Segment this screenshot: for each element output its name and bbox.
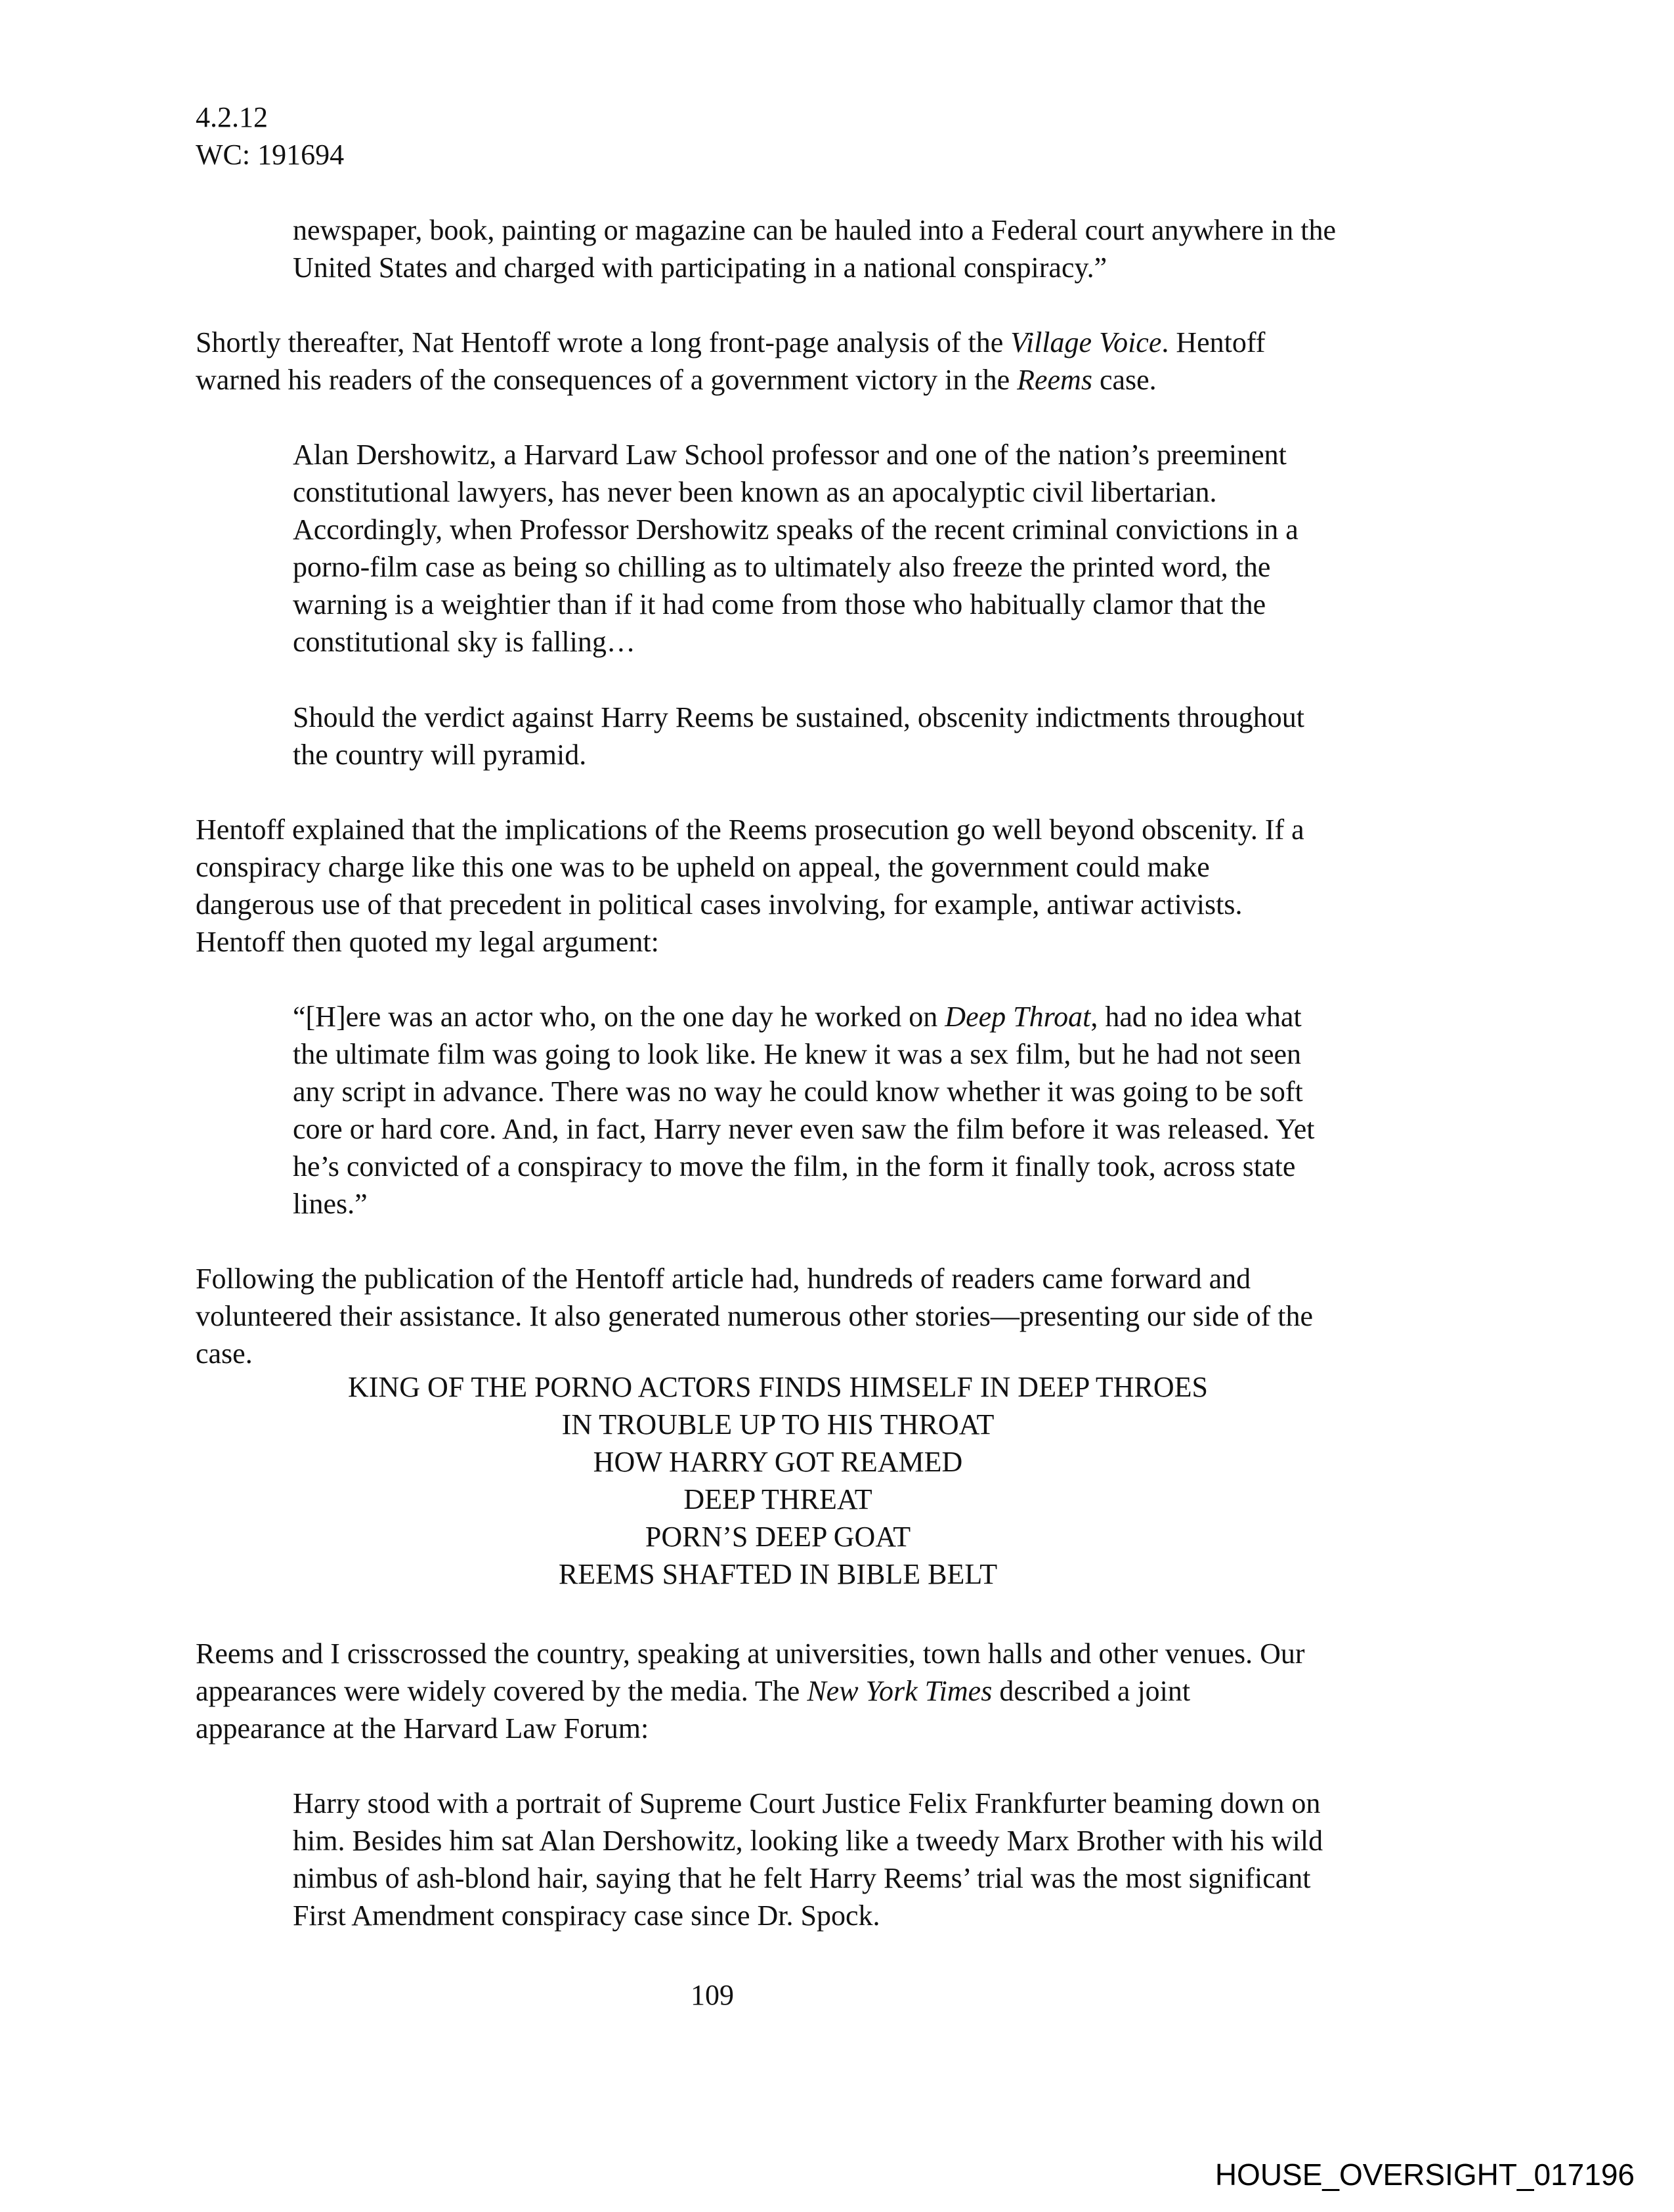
text-run: Accordingly, when Professor Dershowitz speaks of the recent criminal convictions in a xyxy=(293,513,1298,546)
text-run: “[H]ere was an actor who, on the one day he worked on xyxy=(293,1001,945,1033)
headline: REEMS SHAFTED IN BIBLE BELT xyxy=(558,1558,998,1590)
text-line xyxy=(196,361,1509,399)
headline: HOW HARRY GOT REAMED xyxy=(593,1446,963,1478)
block-quote-legal-argument xyxy=(293,998,1540,1223)
text-line xyxy=(196,811,1509,848)
text-run: Reems and I crisscrossed the country, speaking at universities, town halls and other venues. Our xyxy=(196,1637,1305,1670)
text-line xyxy=(196,1635,1509,1672)
paragraph-crisscrossed xyxy=(196,1635,1509,1747)
text-run: conspiracy charge like this one was to be upheld on appeal, the government could make xyxy=(196,851,1210,883)
text-run: volunteered their assistance. It also generated numerous other stories—presenting our side of the xyxy=(196,1300,1314,1332)
text-line xyxy=(196,1260,1509,1297)
text-line xyxy=(293,1035,1540,1073)
text-line xyxy=(196,923,1509,961)
text-run: nimbus of ash-blond hair, saying that he felt Harry Reems’ trial was the most significant xyxy=(293,1862,1311,1894)
text-line xyxy=(293,473,1540,511)
text-line xyxy=(293,1859,1540,1897)
text-line xyxy=(293,998,1540,1035)
text-run: dangerous use of that precedent in political cases involving, for example, antiwar activists. xyxy=(196,888,1243,921)
text-line xyxy=(293,736,1540,773)
text-run: case. xyxy=(196,1337,253,1370)
text-line xyxy=(293,511,1540,548)
bates-number: HOUSE_OVERSIGHT_017196 xyxy=(1214,2158,1635,2192)
text-run: Shortly thereafter, Nat Hentoff wrote a long front-page analysis of the xyxy=(196,326,1011,358)
text-run: appearances were widely covered by the media. The xyxy=(196,1675,807,1707)
paragraph-following-publication xyxy=(196,1260,1509,1372)
text-line xyxy=(196,848,1509,886)
page-header xyxy=(196,98,344,173)
text-run: First Amendment conspiracy case since Dr. Spock. xyxy=(293,1899,880,1932)
headline: KING OF THE PORNO ACTORS FINDS HIMSELF IN DEEP THROES xyxy=(348,1371,1208,1403)
text-run: the ultimate film was going to look like. He knew it was a sex film, but he had not seen xyxy=(293,1038,1302,1070)
text-line xyxy=(196,886,1509,923)
italic-title: Village Voice xyxy=(1010,326,1162,358)
text-line xyxy=(293,1148,1540,1185)
block-quote-nyt xyxy=(293,1785,1540,1934)
text-line xyxy=(293,699,1540,736)
block-quote-continuation xyxy=(293,211,1540,286)
text-run: Hentoff explained that the implications of the Reems prosecution go well beyond obscenity. If a xyxy=(196,813,1304,846)
text-run: core or hard core. And, in fact, Harry never even saw the film before it was released. Yet xyxy=(293,1113,1315,1145)
headline: IN TROUBLE UP TO HIS THROAT xyxy=(561,1408,995,1441)
text-line xyxy=(293,249,1540,286)
text-line xyxy=(293,586,1540,623)
text-run: porno-film case as being so chilling as to ultimately also freeze the printed word, the xyxy=(293,551,1271,583)
header-date: 4.2.12 xyxy=(196,101,268,133)
text-line xyxy=(293,211,1540,249)
text-run: warning is a weightier than if it had come from those who habitually clamor that the xyxy=(293,588,1266,620)
header-word-count: WC: 191694 xyxy=(196,139,345,171)
text-run: United States and charged with participating in a national conspiracy.” xyxy=(293,251,1107,284)
text-line xyxy=(196,324,1509,361)
text-run: , had no idea what xyxy=(1090,1001,1302,1033)
text-line xyxy=(293,548,1540,586)
text-run: him. Besides him sat Alan Dershowitz, looking like a tweedy Marx Brother with his wild xyxy=(293,1825,1323,1857)
text-run: warned his readers of the consequences of a government victory in the xyxy=(196,364,1018,396)
text-run: . Hentoff xyxy=(1161,326,1266,358)
text-run: lines.” xyxy=(293,1188,368,1220)
text-run: Following the publication of the Hentoff article had, hundreds of readers came forward and xyxy=(196,1263,1251,1295)
paragraph-hentoff-analysis xyxy=(196,324,1509,399)
text-line xyxy=(293,1110,1540,1148)
text-run: appearance at the Harvard Law Forum: xyxy=(196,1712,649,1745)
text-run: Alan Dershowitz, a Harvard Law School professor and one of the nation’s preeminent xyxy=(293,439,1287,471)
text-line xyxy=(293,623,1540,661)
text-run: constitutional lawyers, has never been known as an apocalyptic civil libertarian. xyxy=(293,476,1217,508)
text-run: any script in advance. There was no way he could know whether it was going to be soft xyxy=(293,1075,1303,1108)
text-line xyxy=(293,1073,1540,1110)
italic-title: Reems xyxy=(1017,364,1092,396)
text-line xyxy=(196,1335,1509,1372)
text-line xyxy=(196,1672,1509,1710)
text-run: the country will pyramid. xyxy=(293,739,587,771)
text-run: described a joint xyxy=(992,1675,1191,1707)
text-run: newspaper, book, painting or magazine can be hauled into a Federal court anywhere in the xyxy=(293,214,1336,246)
text-run: Hentoff then quoted my legal argument: xyxy=(196,926,659,958)
text-line xyxy=(293,436,1540,473)
text-run: Harry stood with a portrait of Supreme Court Justice Felix Frankfurter beaming down on xyxy=(293,1787,1321,1819)
text-line xyxy=(293,1897,1540,1934)
text-line xyxy=(293,1785,1540,1822)
headline-list xyxy=(0,1368,1674,1593)
paragraph-hentoff-explained xyxy=(196,811,1509,961)
text-line xyxy=(196,1297,1509,1335)
italic-title: New York Times xyxy=(807,1675,993,1707)
headline: PORN’S DEEP GOAT xyxy=(645,1521,911,1553)
text-run: Should the verdict against Harry Reems be sustained, obscenity indictments throughout xyxy=(293,701,1304,733)
block-quote-hentoff-2 xyxy=(293,699,1540,773)
page-number: 109 xyxy=(691,1979,734,2011)
italic-title: Deep Throat xyxy=(945,1001,1091,1033)
text-line xyxy=(293,1185,1540,1223)
text-run: constitutional sky is falling… xyxy=(293,626,635,658)
text-run: case. xyxy=(1092,364,1157,396)
text-line xyxy=(293,1822,1540,1859)
text-run: he’s convicted of a conspiracy to move the film, in the form it finally took, across state xyxy=(293,1150,1296,1182)
block-quote-hentoff-1 xyxy=(293,436,1540,661)
headline: DEEP THREAT xyxy=(683,1483,872,1515)
text-line xyxy=(196,1710,1509,1747)
